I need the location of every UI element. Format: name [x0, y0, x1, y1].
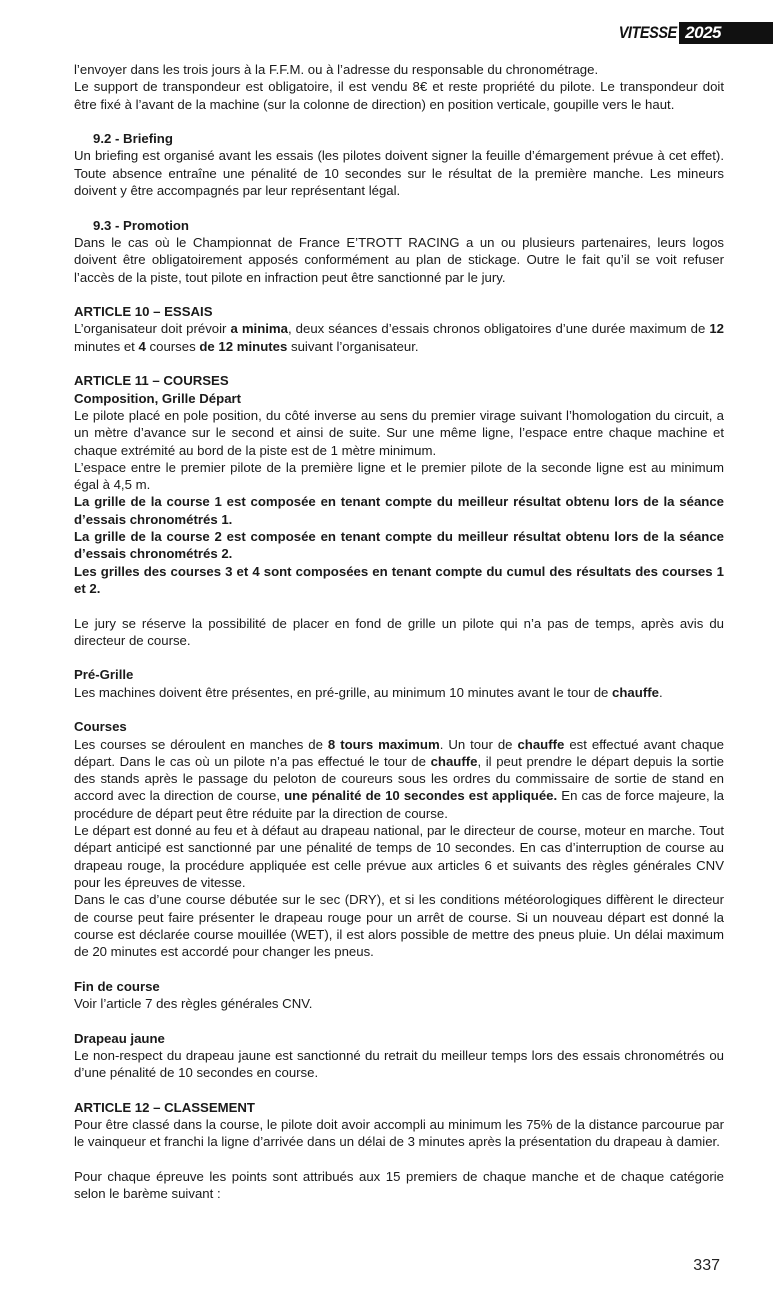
paragraph: Dans le cas où le Championnat de France E’TROTT RACING a un ou plusieurs partenaires, leurs logos doivent être obligatoirement apposés conformément au plan de stickage. Outre le fait qu’il se voit refuser l’accès de la piste, tout pilote en infraction peut être sanctionné par le jury.: [74, 234, 724, 285]
subsection-title: Fin de course: [74, 978, 160, 994]
paragraph: Le jury se réserve la possibilité de placer en fond de grille un pilote qui n’a pas de temps, après avis du directeur de course.: [74, 615, 724, 648]
section-year-badge: 2025: [679, 22, 773, 44]
paragraph: Le support de transpondeur est obligatoire, il est vendu 8€ et reste propriété du pilote. Le transpondeur doit être fixé à l’avant de la machine (sur la colonne de direction) en position verticale, goupille vers le haut.: [74, 79, 724, 112]
paragraph: Un briefing est organisé avant les essais (les pilotes doivent signer la feuille d’émargement prévue à cet effet). Toute absence entraîne une pénalité de 10 secondes sur le résultat de la première manche. Les mineurs doivent y être accompagnés par leur représentant légal.: [74, 148, 724, 199]
paragraph: Le pilote placé en pole position, du côté inverse au sens du premier virage suivant l’homologation du circuit, a un mètre d’avance sur le second et ainsi de suite. Sur une même ligne, l’espace entre chaque machine et chaque extrémité au bord de la piste est de 1 mètre minimum.: [74, 407, 724, 458]
paragraph-bold: La grille de la course 1 est composée en tenant compte du meilleur résultat obtenu lors de la séance d’essais chronométrés 1.: [74, 494, 724, 527]
article-title: ARTICLE 10 – ESSAIS: [74, 304, 213, 320]
paragraph: Le non-respect du drapeau jaune est sanctionné du retrait du meilleur temps lors des essais chronométrés ou d’une pénalité de 10 secondes en course.: [74, 1047, 724, 1081]
article-title: ARTICLE 11 – COURSES: [74, 373, 229, 389]
paragraph: Le départ est donné au feu et à défaut au drapeau national, par le directeur de course, moteur en marche. Tout départ anticipé est sanctionné par une pénalité de temps de 10 secondes. En cas d’interruption de course au drapeau rouge, la procédure appliquée est celle prévue aux articles 6 et suivants des règles générales CNV pour les épreuves de vitesse.: [74, 823, 724, 890]
subsection-title: Drapeau jaune: [74, 1030, 165, 1046]
section-header: [608, 22, 773, 44]
paragraph: L’espace entre le premier pilote de la première ligne et le premier pilote de la seconde ligne est au minimum égal à 4,5 m.: [74, 459, 724, 493]
paragraph: Les machines doivent être présentes, en pré-grille, au minimum 10 minutes avant le tour de chauffe.: [74, 684, 663, 700]
paragraph: Pour être classé dans la course, le pilote doit avoir accompli au minimum les 75% de la distance parcourue par le vainqueur et franchi la ligne d’arrivée dans un délai de 3 minutes après la présentation du drapeau à damier.: [74, 1117, 724, 1150]
paragraph: Les courses se déroulent en manches de 8 tours maximum. Un tour de chauffe est effectué avant chaque départ. Dans le cas où un pilote n’a pas effectué le tour de chauffe, il peut prendre le départ depuis la sortie des stands après le passage du peloton de coureurs sous les ordres du commissaire de sortie de stand en accord avec la direction de course, une pénalité de 10 secondes est appliquée. En cas de force majeure, la procédure de départ peut être réduite par la direction de course.: [74, 736, 725, 821]
section-title: VITESSE: [618, 23, 677, 42]
page-number: 337: [693, 1257, 720, 1274]
paragraph: Dans le cas d’une course débutée sur le sec (DRY), et si les conditions météorologiques diffèrent le directeur de course peut faire présenter le drapeau rouge pour un arrêt de course. Si un nouveau départ est donné la course est déclarée course mouillée (WET), il est alors possible de mettre des pneus pluie. Un délai maximum de 20 minutes est accordé pour changer les pneus.: [74, 892, 724, 960]
paragraph-bold: Les grilles des courses 3 et 4 sont composées en tenant compte du cumul des résultats des courses 1 et 2.: [74, 563, 724, 596]
article-title: ARTICLE 12 – CLASSEMENT: [74, 1099, 255, 1115]
paragraph: Pour chaque épreuve les points sont attribués aux 15 premiers de chaque manche et de chaque catégorie selon le barème suivant :: [74, 1169, 724, 1202]
subsection-title: Pré-Grille: [74, 667, 134, 683]
subsection-title: 9.2 - Briefing: [93, 131, 173, 147]
paragraph: L’organisateur doit prévoir a minima, deux séances d’essais chronos obligatoires d’une durée maximum de 12 minutes et 4 courses de 12 minutes suivant l’organisateur.: [74, 321, 724, 354]
paragraph: Voir l’article 7 des règles générales CNV.: [74, 996, 313, 1012]
paragraph: l’envoyer dans les trois jours à la F.F.M. ou à l’adresse du responsable du chronométrage.: [74, 62, 599, 77]
paragraph-bold: La grille de la course 2 est composée en tenant compte du meilleur résultat obtenu lors de la séance d’essais chronométrés 2.: [74, 529, 724, 562]
subsection-title: 9.3 - Promotion: [93, 217, 189, 233]
subsection-title: Courses: [74, 719, 127, 735]
page-body: [74, 61, 724, 1203]
subsection-title: Composition, Grille Départ: [74, 390, 242, 406]
